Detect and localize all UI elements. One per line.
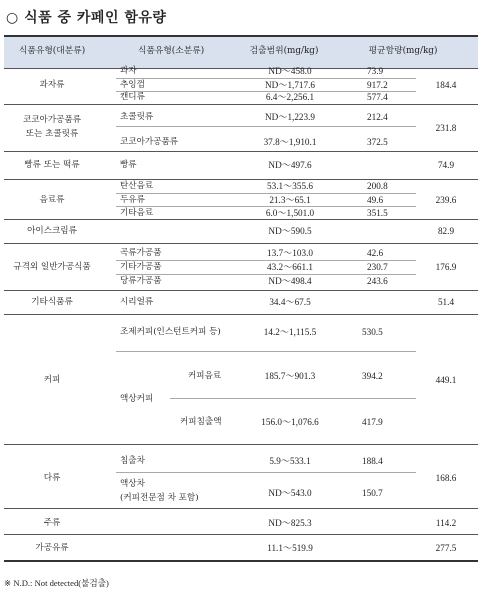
sub-name: 초콜릿류 xyxy=(120,112,154,122)
sub-name: 조제커피(인스턴트커피 등) xyxy=(120,327,221,337)
sub-mean: 200.8 xyxy=(367,181,388,191)
sub-range: 43.2～661.1 xyxy=(267,262,313,272)
sub-name-line2: (커피전문점 차 포함) xyxy=(120,493,199,503)
major-mean: 114.2 xyxy=(435,518,457,528)
major-confection: 과자류 xyxy=(39,80,65,90)
sub-range: ND～458.0 xyxy=(268,66,312,76)
sub-name: 추잉껌 xyxy=(120,80,145,90)
sub-range: 13.7～103.0 xyxy=(267,248,313,258)
row-divider xyxy=(116,274,416,275)
footnote: ※ N.D.: Not detected(불검출) xyxy=(4,578,109,588)
sub-name: 캔디류 xyxy=(120,92,145,102)
sub-mean: 917.2 xyxy=(367,80,388,90)
sub-name: 침출차 xyxy=(120,456,145,466)
major-mean: 277.5 xyxy=(435,543,457,553)
sub-mean: 150.7 xyxy=(362,488,383,498)
page-title: ○ 식품 중 카페인 함유량 xyxy=(6,10,167,26)
sub-name-line1: 액상차 xyxy=(120,479,145,489)
sub-range: 11.1～519.9 xyxy=(267,543,313,553)
row-divider xyxy=(116,351,416,352)
major-mean: 239.6 xyxy=(435,195,457,205)
sub-name: 두유류 xyxy=(120,195,145,205)
header-detection-range: 검출범위(mg/kg) xyxy=(249,46,319,56)
group-divider xyxy=(4,104,478,105)
major-other: 기타식품류 xyxy=(31,297,73,307)
major-mean: 82.9 xyxy=(437,226,455,236)
sub-name: 커피음료 xyxy=(188,371,222,381)
sub-range: 5.9～533.1 xyxy=(269,456,311,466)
group-divider xyxy=(4,290,478,291)
sub-mean: 394.2 xyxy=(362,371,383,381)
sub-range: ND～1,223.9 xyxy=(264,112,316,122)
header-major-category: 식품유형(대분류) xyxy=(18,46,86,56)
major-processed: 규격외 일반가공식품 xyxy=(13,262,91,272)
group-divider xyxy=(4,151,478,152)
sub-mean: 188.4 xyxy=(362,456,383,466)
sub-name: 빵류 xyxy=(120,160,137,170)
major-mean: 176.9 xyxy=(435,262,457,272)
sub-mean: 42.6 xyxy=(367,248,384,258)
group-divider xyxy=(4,219,478,220)
major-liquor: 주류 xyxy=(43,518,61,528)
sub-range: ND～497.6 xyxy=(268,160,312,170)
sub-name: 당류가공품 xyxy=(120,276,162,286)
group-divider xyxy=(4,444,478,445)
sub-mean: 243.6 xyxy=(367,276,388,286)
sub-mean: 73.9 xyxy=(367,66,384,76)
sub-range: ND～498.4 xyxy=(268,276,312,286)
sub-mean: 351.5 xyxy=(367,208,388,218)
row-divider xyxy=(116,472,416,473)
major-bread: 빵류 또는 떡류 xyxy=(24,160,80,170)
sub-range: 156.0～1,076.6 xyxy=(261,417,319,427)
sub-name: 기타음료 xyxy=(120,208,154,218)
row-divider xyxy=(116,206,416,207)
major-icecream: 아이스크림류 xyxy=(27,226,77,236)
row-divider xyxy=(116,126,416,127)
sub-range: 21.3～65.1 xyxy=(269,195,311,205)
major-cocoa-line2: 또는 초콜릿류 xyxy=(25,129,79,139)
row-divider xyxy=(170,398,416,399)
sub-range: 53.1～355.6 xyxy=(267,181,313,191)
sub-range: 37.8～1,910.1 xyxy=(263,137,317,147)
sub-range: 34.4～67.5 xyxy=(269,297,311,307)
sub-mean: 372.5 xyxy=(367,137,388,147)
sub-mean: 530.5 xyxy=(362,327,383,337)
major-tea: 다류 xyxy=(43,473,61,483)
sub-range: 6.0～1,501.0 xyxy=(265,208,315,218)
sub-name: 탄산음료 xyxy=(120,181,154,191)
table-bottom-border xyxy=(4,560,478,562)
major-mean: 231.8 xyxy=(435,123,457,133)
group-divider xyxy=(4,243,478,244)
group-divider xyxy=(4,179,478,180)
sub-name: 기타가공품 xyxy=(120,262,162,272)
sub-range: 185.7～901.3 xyxy=(264,371,316,381)
row-divider xyxy=(116,193,416,194)
sub-range: 14.2～1,115.5 xyxy=(263,327,317,337)
major-beverages: 음료류 xyxy=(39,195,65,205)
row-divider xyxy=(116,78,416,79)
group-divider xyxy=(4,534,478,535)
sub-mean: 212.4 xyxy=(367,112,388,122)
major-cocoa-line1: 코코아가공품류 xyxy=(22,115,82,125)
liquid-coffee-label: 액상커피 xyxy=(120,394,154,404)
sub-mean: 577.4 xyxy=(367,92,388,102)
sub-range: ND～590.5 xyxy=(268,226,312,236)
major-mean: 51.4 xyxy=(437,297,455,307)
sub-mean: 417.9 xyxy=(362,417,383,427)
group-divider xyxy=(4,508,478,509)
sub-range: ND～825.3 xyxy=(268,518,312,528)
sub-name: 커피침출액 xyxy=(180,417,222,427)
sub-mean: 230.7 xyxy=(367,262,388,272)
sub-mean: 49.6 xyxy=(367,195,384,205)
major-coffee: 커피 xyxy=(43,375,61,385)
sub-name: 시리얼류 xyxy=(120,297,154,307)
major-mean: 74.9 xyxy=(437,160,455,170)
sub-name: 곡류가공품 xyxy=(120,248,162,258)
table-top-border xyxy=(4,35,478,37)
header-minor-category: 식품유형(소분류) xyxy=(137,46,205,56)
row-divider xyxy=(116,260,416,261)
major-mean: 449.1 xyxy=(435,375,457,385)
header-bottom-border xyxy=(4,68,478,69)
major-mean: 184.4 xyxy=(435,80,457,90)
sub-range: ND～543.0 xyxy=(268,488,312,498)
major-mean: 168.6 xyxy=(435,473,457,483)
sub-name: 과자 xyxy=(120,66,137,76)
sub-name: 코코아가공품류 xyxy=(120,137,179,147)
group-divider xyxy=(4,314,478,315)
major-processed-milk: 가공유류 xyxy=(35,543,69,553)
header-mean-content: 평균함량(mg/kg) xyxy=(368,46,438,56)
sub-range: 6.4～2,256.1 xyxy=(265,92,315,102)
sub-range: ND～1,717.6 xyxy=(264,80,316,90)
